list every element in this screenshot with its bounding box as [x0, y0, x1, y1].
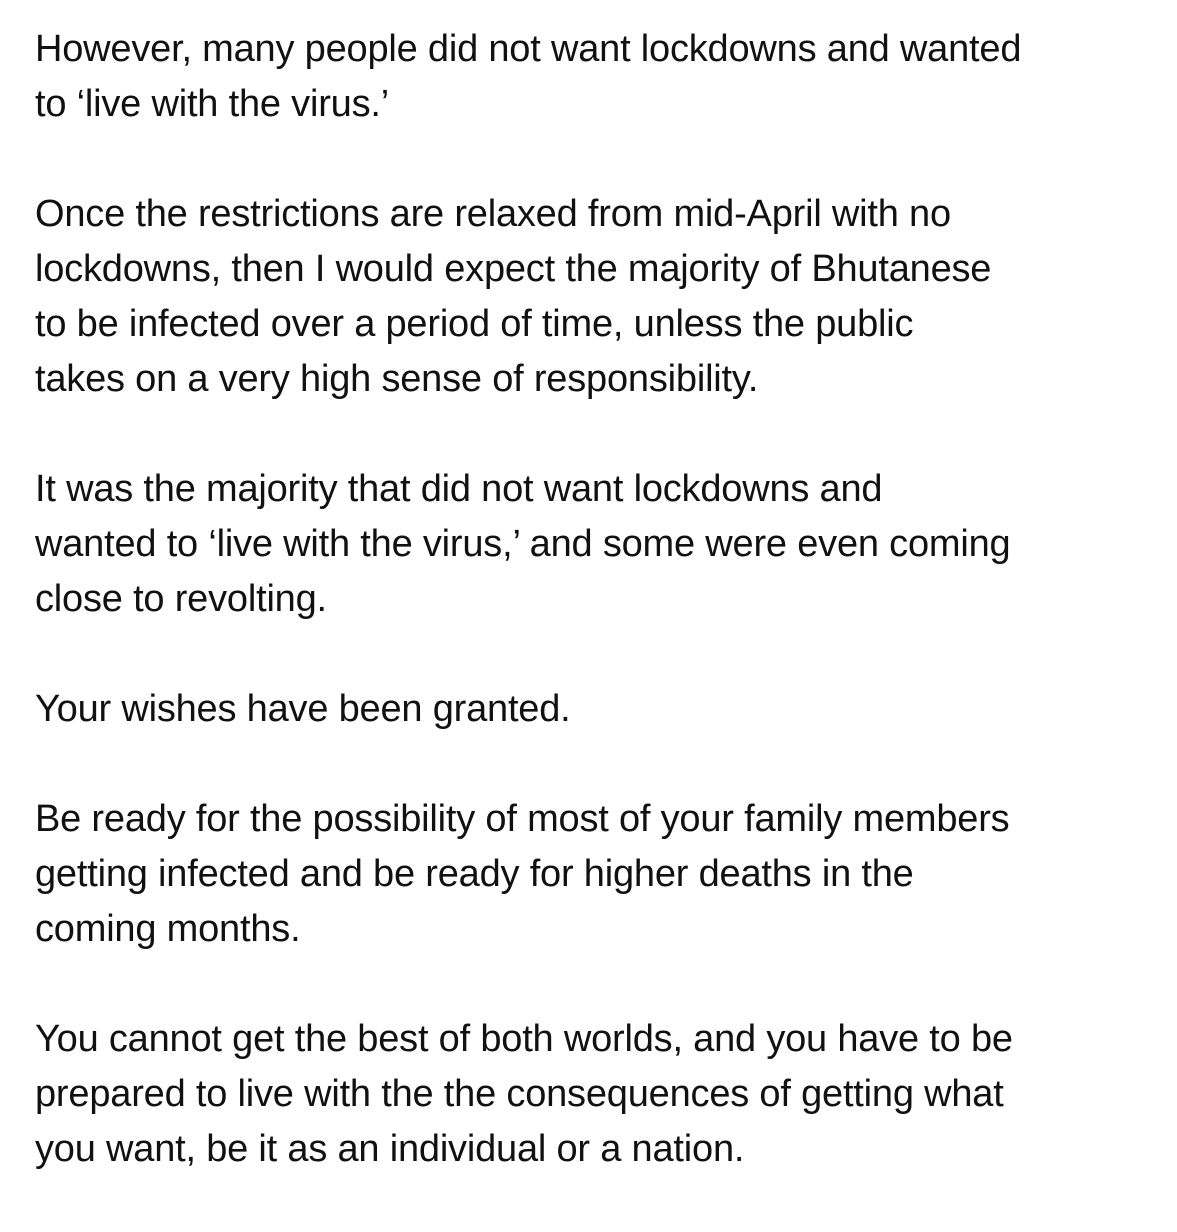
- text-line: you want, be it as an individual or a nation.: [35, 1128, 745, 1170]
- text-line: However, many people did not want lockdowns and wanted: [35, 28, 1022, 70]
- paragraph-3: [35, 462, 1160, 627]
- text-line: prepared to live with the the consequences of getting what: [35, 1073, 1004, 1115]
- note-body: [35, 22, 1160, 1232]
- text-line: takes on a very high sense of responsibility.: [35, 358, 759, 400]
- text-line: Once the restrictions are relaxed from mid-April with no: [35, 193, 951, 235]
- text-line: It was the majority that did not want lockdowns and: [35, 468, 883, 510]
- paragraph-5: [35, 792, 1160, 957]
- paragraph-6: [35, 1012, 1160, 1177]
- text-line: You cannot get the best of both worlds, and you have to be: [35, 1018, 1013, 1060]
- text-line: to be infected over a period of time, unless the public: [35, 303, 914, 345]
- text-line: Your wishes have been granted.: [35, 688, 571, 730]
- paragraph-2: [35, 187, 1160, 407]
- text-line: getting infected and be ready for higher deaths in the: [35, 853, 914, 895]
- text-line: Be ready for the possibility of most of your family members: [35, 798, 1010, 840]
- text-line: close to revolting.: [35, 578, 327, 620]
- text-line: lockdowns, then I would expect the majority of Bhutanese: [35, 248, 992, 290]
- text-line: wanted to ‘live with the virus,’ and some were even coming: [35, 523, 1011, 565]
- paragraph-4: [35, 682, 1160, 737]
- text-line: coming months.: [35, 908, 301, 950]
- text-line: to ‘live with the virus.’: [35, 83, 390, 125]
- paragraph-1: [35, 22, 1160, 132]
